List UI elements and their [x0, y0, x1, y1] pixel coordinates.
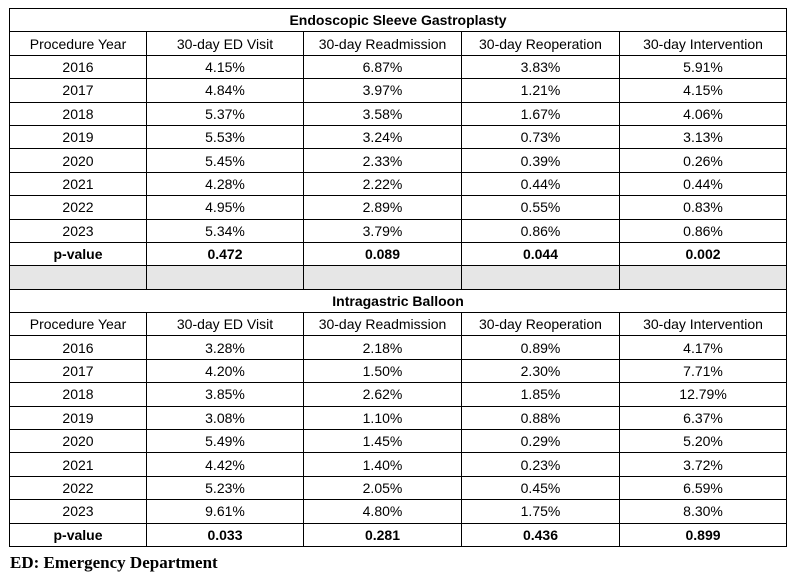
rate-cell: 3.72%	[620, 453, 787, 476]
p-value-row	[10, 242, 787, 265]
table-row	[10, 55, 787, 78]
separator-cell	[304, 266, 462, 289]
rate-cell: 2.89%	[304, 196, 462, 219]
rate-cell: 0.23%	[462, 453, 620, 476]
rate-cell: 4.80%	[304, 500, 462, 523]
table-row	[10, 125, 787, 148]
p-value-cell: 0.033	[147, 523, 304, 546]
rate-cell: 3.85%	[147, 383, 304, 406]
rate-cell: 5.45%	[147, 149, 304, 172]
rate-cell: 3.58%	[304, 102, 462, 125]
separator-cell	[10, 266, 147, 289]
rate-cell: 2.62%	[304, 383, 462, 406]
year-cell: 2017	[10, 79, 147, 102]
rate-cell: 4.42%	[147, 453, 304, 476]
column-header: 30-day Reoperation	[462, 313, 620, 336]
p-value-label: p-value	[10, 523, 147, 546]
rate-cell: 6.87%	[304, 55, 462, 78]
p-value-cell: 0.899	[620, 523, 787, 546]
year-cell: 2017	[10, 359, 147, 382]
rate-cell: 3.08%	[147, 406, 304, 429]
rate-cell: 5.37%	[147, 102, 304, 125]
table-row	[10, 430, 787, 453]
table-row	[10, 196, 787, 219]
year-cell: 2018	[10, 102, 147, 125]
year-cell: 2018	[10, 383, 147, 406]
rate-cell: 2.30%	[462, 359, 620, 382]
separator-cell	[620, 266, 787, 289]
rate-cell: 6.59%	[620, 476, 787, 499]
rate-cell: 2.22%	[304, 172, 462, 195]
rate-cell: 0.39%	[462, 149, 620, 172]
table-row	[10, 476, 787, 499]
rate-cell: 1.85%	[462, 383, 620, 406]
rate-cell: 4.17%	[620, 336, 787, 359]
rate-cell: 0.44%	[620, 172, 787, 195]
rate-cell: 5.91%	[620, 55, 787, 78]
rate-cell: 1.67%	[462, 102, 620, 125]
header-row	[10, 313, 787, 336]
column-header: 30-day Reoperation	[462, 32, 620, 55]
rate-cell: 4.20%	[147, 359, 304, 382]
table-row	[10, 336, 787, 359]
table-row	[10, 500, 787, 523]
rate-cell: 2.05%	[304, 476, 462, 499]
header-row	[10, 32, 787, 55]
p-value-cell: 0.472	[147, 242, 304, 265]
table-row	[10, 102, 787, 125]
rate-cell: 1.75%	[462, 500, 620, 523]
rate-cell: 1.40%	[304, 453, 462, 476]
rate-cell: 0.89%	[462, 336, 620, 359]
rate-cell: 0.73%	[462, 125, 620, 148]
p-value-cell: 0.436	[462, 523, 620, 546]
rate-cell: 4.15%	[147, 55, 304, 78]
year-cell: 2022	[10, 476, 147, 499]
rate-cell: 1.10%	[304, 406, 462, 429]
rate-cell: 0.29%	[462, 430, 620, 453]
table-row	[10, 406, 787, 429]
outcomes-table	[9, 8, 787, 547]
section-title: Endoscopic Sleeve Gastroplasty	[10, 9, 787, 32]
rate-cell: 9.61%	[147, 500, 304, 523]
column-header: 30-day Intervention	[620, 313, 787, 336]
rate-cell: 3.28%	[147, 336, 304, 359]
rate-cell: 0.86%	[620, 219, 787, 242]
table-row	[10, 383, 787, 406]
rate-cell: 4.06%	[620, 102, 787, 125]
separator-cell	[462, 266, 620, 289]
column-header: 30-day ED Visit	[147, 313, 304, 336]
column-header: Procedure Year	[10, 32, 147, 55]
rate-cell: 0.55%	[462, 196, 620, 219]
rate-cell: 5.53%	[147, 125, 304, 148]
rate-cell: 12.79%	[620, 383, 787, 406]
p-value-cell: 0.089	[304, 242, 462, 265]
rate-cell: 5.23%	[147, 476, 304, 499]
rate-cell: 4.95%	[147, 196, 304, 219]
p-value-row	[10, 523, 787, 546]
rate-cell: 4.84%	[147, 79, 304, 102]
rate-cell: 1.45%	[304, 430, 462, 453]
p-value-cell: 0.281	[304, 523, 462, 546]
rate-cell: 5.49%	[147, 430, 304, 453]
rate-cell: 0.45%	[462, 476, 620, 499]
rate-cell: 0.44%	[462, 172, 620, 195]
rate-cell: 4.28%	[147, 172, 304, 195]
column-header: 30-day ED Visit	[147, 32, 304, 55]
year-cell: 2023	[10, 219, 147, 242]
rate-cell: 5.20%	[620, 430, 787, 453]
year-cell: 2019	[10, 125, 147, 148]
footnote: ED: Emergency Department	[10, 553, 218, 572]
rate-cell: 1.21%	[462, 79, 620, 102]
rate-cell: 0.86%	[462, 219, 620, 242]
rate-cell: 2.33%	[304, 149, 462, 172]
table-row	[10, 79, 787, 102]
rate-cell: 0.88%	[462, 406, 620, 429]
column-header: Procedure Year	[10, 313, 147, 336]
column-header: 30-day Readmission	[304, 32, 462, 55]
rate-cell: 3.83%	[462, 55, 620, 78]
table-row	[10, 219, 787, 242]
rate-cell: 2.18%	[304, 336, 462, 359]
year-cell: 2020	[10, 430, 147, 453]
p-value-label: p-value	[10, 242, 147, 265]
column-header: 30-day Readmission	[304, 313, 462, 336]
rate-cell: 0.26%	[620, 149, 787, 172]
rate-cell: 1.50%	[304, 359, 462, 382]
rate-cell: 7.71%	[620, 359, 787, 382]
table-row	[10, 453, 787, 476]
rate-cell: 0.83%	[620, 196, 787, 219]
year-cell: 2022	[10, 196, 147, 219]
year-cell: 2016	[10, 336, 147, 359]
rate-cell: 3.79%	[304, 219, 462, 242]
section-title-row	[10, 289, 787, 312]
table-row	[10, 149, 787, 172]
section-title: Intragastric Balloon	[10, 289, 787, 312]
rate-cell: 3.97%	[304, 79, 462, 102]
section-title-row	[10, 9, 787, 32]
rate-cell: 3.13%	[620, 125, 787, 148]
rate-cell: 5.34%	[147, 219, 304, 242]
year-cell: 2020	[10, 149, 147, 172]
year-cell: 2016	[10, 55, 147, 78]
p-value-cell: 0.044	[462, 242, 620, 265]
table-row	[10, 172, 787, 195]
column-header: 30-day Intervention	[620, 32, 787, 55]
rate-cell: 4.15%	[620, 79, 787, 102]
rate-cell: 3.24%	[304, 125, 462, 148]
separator-cell	[147, 266, 304, 289]
p-value-cell: 0.002	[620, 242, 787, 265]
rate-cell: 8.30%	[620, 500, 787, 523]
year-cell: 2021	[10, 453, 147, 476]
year-cell: 2021	[10, 172, 147, 195]
rate-cell: 6.37%	[620, 406, 787, 429]
year-cell: 2023	[10, 500, 147, 523]
section-separator-row	[10, 266, 787, 289]
year-cell: 2019	[10, 406, 147, 429]
table-row	[10, 359, 787, 382]
